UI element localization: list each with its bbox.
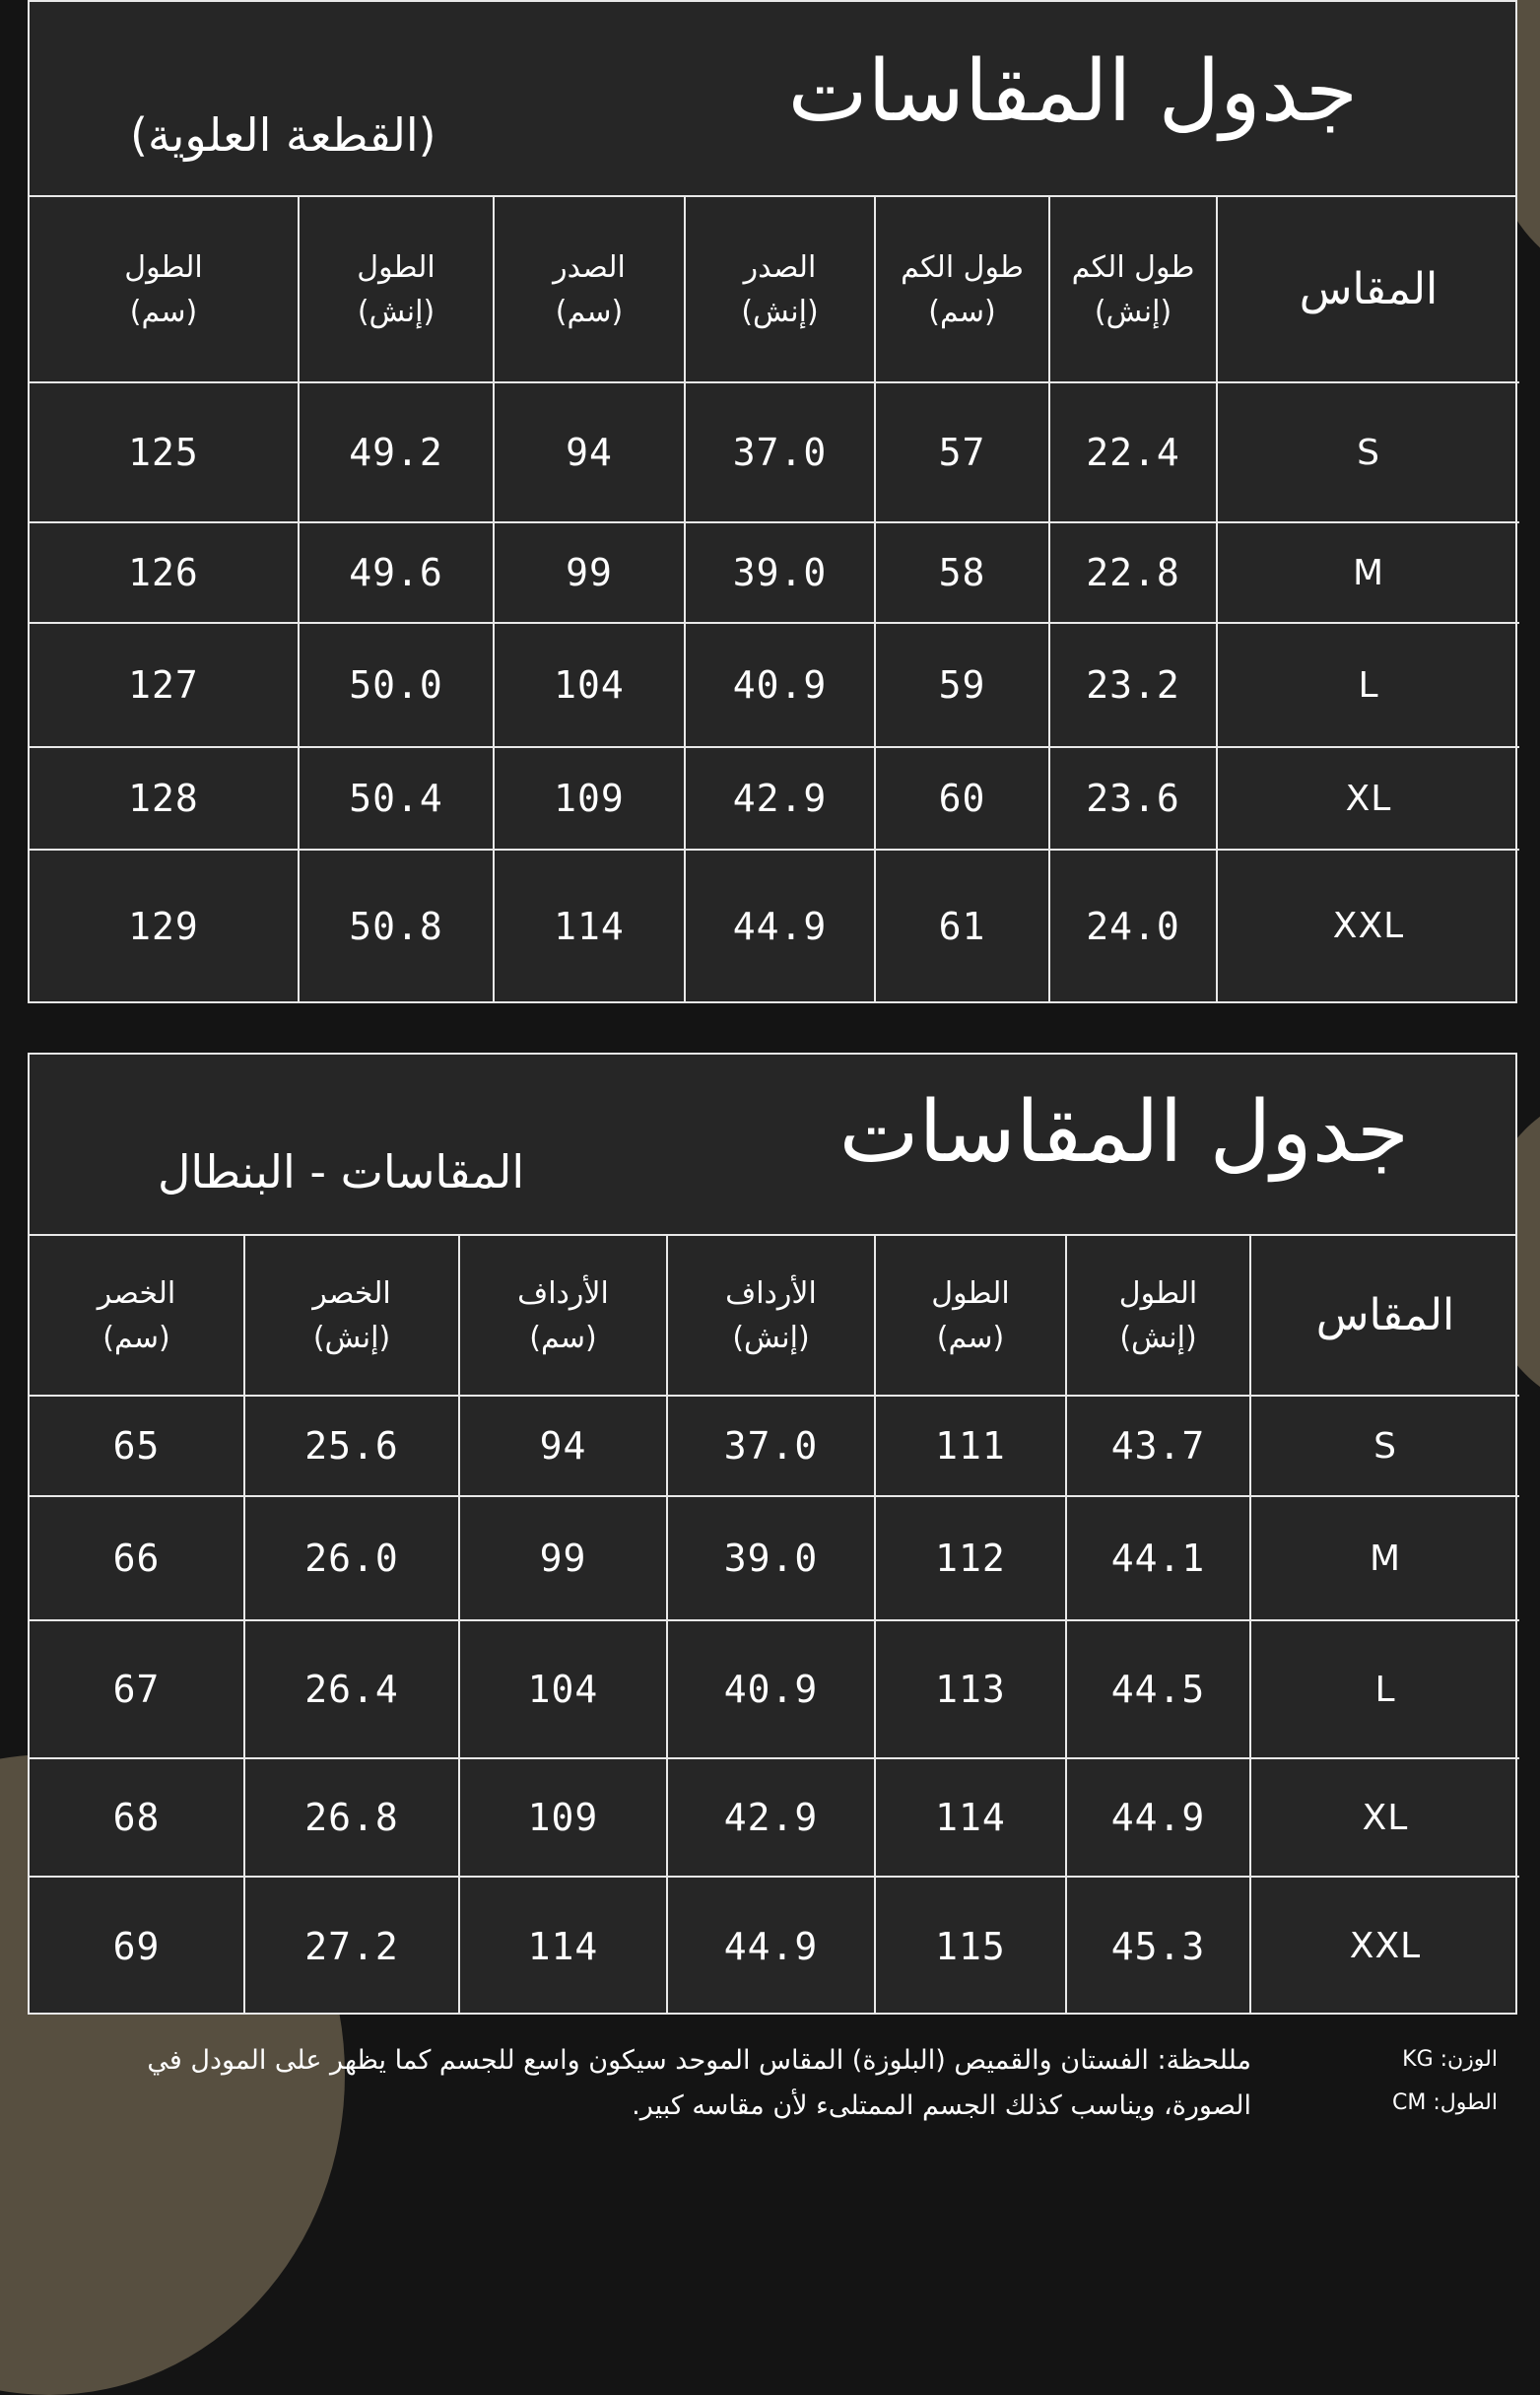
table-cell: 104 [494,623,685,747]
table-row [30,1496,1519,1620]
table-cell: 109 [494,747,685,850]
table-cell: 61 [875,850,1049,1001]
footnote-line: الصورة، ويناسب كذلك الجسم الممتلىء لأن مقاسه كبير. [632,2090,1251,2121]
column-header: الطول (سم) [124,249,203,329]
column-header: طول الكم (سم) [875,197,1049,382]
table-cell: 42.9 [685,747,875,850]
table-cell: 50.8 [299,850,494,1001]
table-row [30,382,1519,522]
column-header: الأرداف (سم) [459,1236,667,1396]
column-header: الطول (إنش) [299,197,494,382]
table-cell: 44.9 [1066,1758,1250,1877]
column-header-size: المقاس [1250,1236,1519,1396]
table-cell: 44.1 [1066,1496,1250,1620]
size-label-cell: S [1217,382,1519,522]
table-cell: 114 [459,1877,667,2015]
column-header: الطول (سم) [875,1236,1066,1396]
table-cell: 39.0 [685,522,875,623]
size-label-cell: XL [1250,1758,1519,1877]
table-cell: 104 [459,1620,667,1758]
table-row [30,1620,1519,1758]
table-cell: 22.4 [1049,382,1217,522]
table-cell: 49.2 [299,382,494,522]
column-header: الصدر (سم) [494,197,685,382]
table-cell: 109 [459,1758,667,1877]
table-cell: 125 [30,382,299,522]
table-cell: 23.2 [1049,623,1217,747]
table-header-row [30,197,1519,382]
pants-size-chart [28,1053,1517,2015]
table-cell: 129 [30,850,299,1001]
pants-chart-title: جدول المقاسات [838,1083,1409,1182]
table-cell: 39.0 [667,1496,875,1620]
table-cell: 99 [459,1496,667,1620]
table-cell: 40.9 [685,623,875,747]
table-cell: 49.6 [299,522,494,623]
size-label-cell: XXL [1217,850,1519,1001]
unit-legend [1340,2038,1498,2125]
table-cell: 114 [875,1758,1066,1877]
top-chart-header [30,2,1515,197]
table-cell: 27.2 [244,1877,459,2015]
table-cell: 26.8 [244,1758,459,1877]
top-size-table [30,197,1519,1001]
size-label-cell: L [1250,1620,1519,1758]
table-cell: 24.0 [1049,850,1217,1001]
size-label-cell: XXL [1250,1877,1519,2015]
table-cell: 25.6 [244,1396,459,1496]
table-cell: 44.9 [667,1877,875,2015]
column-header: الأرداف (إنش) [667,1236,875,1396]
pants-size-table [30,1236,1519,2015]
table-cell: 99 [494,522,685,623]
column-header: الخصر (إنش) [244,1236,459,1396]
table-cell: 43.7 [1066,1396,1250,1496]
table-row [30,522,1519,623]
legend-height-unit: الطول: CM [1392,2090,1498,2115]
column-header: الخصر (سم) [97,1275,176,1355]
size-label-cell: M [1217,522,1519,623]
table-row [30,850,1519,1001]
table-cell: 50.0 [299,623,494,747]
size-label-cell: M [1250,1496,1519,1620]
table-cell: 22.8 [1049,522,1217,623]
top-size-chart [28,0,1517,1003]
table-cell: 111 [875,1396,1066,1496]
table-cell: 50.4 [299,747,494,850]
pants-chart-subtitle: المقاسات - البنطال [158,1145,525,1198]
column-header-size: المقاس [1217,197,1519,382]
size-label-cell: XL [1217,747,1519,850]
table-cell: 57 [875,382,1049,522]
table-cell: 112 [875,1496,1066,1620]
footnote-line: مللحظة: الفستان والقميص (البلوزة) المقاس الموحد سيكون واسع للجسم كما يظهر على المودل في [147,2045,1251,2076]
legend-weight-unit: الوزن: KG [1402,2047,1498,2072]
column-header: الصدر (إنش) [685,197,875,382]
table-header-row [30,1236,1519,1396]
table-cell: 37.0 [667,1396,875,1496]
table-cell: 114 [494,850,685,1001]
table-cell: 23.6 [1049,747,1217,850]
table-cell: 66 [30,1496,244,1620]
size-label-cell: S [1250,1396,1519,1496]
table-cell: 94 [494,382,685,522]
table-cell: 45.3 [1066,1877,1250,2015]
table-row [30,1877,1519,2015]
table-cell: 58 [875,522,1049,623]
table-cell: 69 [30,1877,244,2015]
table-cell: 128 [30,747,299,850]
table-cell: 26.4 [244,1620,459,1758]
table-cell: 115 [875,1877,1066,2015]
top-chart-subtitle: (القطعة العلوية) [130,108,436,162]
table-cell: 68 [30,1758,244,1877]
table-cell: 59 [875,623,1049,747]
table-cell: 126 [30,522,299,623]
table-cell: 94 [459,1396,667,1496]
column-header: الطول (إنش) [1066,1236,1250,1396]
table-cell: 26.0 [244,1496,459,1620]
table-cell: 44.9 [685,850,875,1001]
table-row [30,747,1519,850]
table-row [30,623,1519,747]
table-cell: 37.0 [685,382,875,522]
size-label-cell: L [1217,623,1519,747]
table-cell: 60 [875,747,1049,850]
table-cell: 65 [30,1396,244,1496]
table-cell: 127 [30,623,299,747]
top-chart-title: جدول المقاسات [787,42,1358,141]
pants-chart-header [30,1055,1515,1236]
table-cell: 44.5 [1066,1620,1250,1758]
footnote [49,2038,1251,2129]
table-cell: 67 [30,1620,244,1758]
table-cell: 113 [875,1620,1066,1758]
table-cell: 42.9 [667,1758,875,1877]
table-cell: 40.9 [667,1620,875,1758]
table-row [30,1758,1519,1877]
table-row [30,1396,1519,1496]
column-header: طول الكم (إنش) [1049,197,1217,382]
